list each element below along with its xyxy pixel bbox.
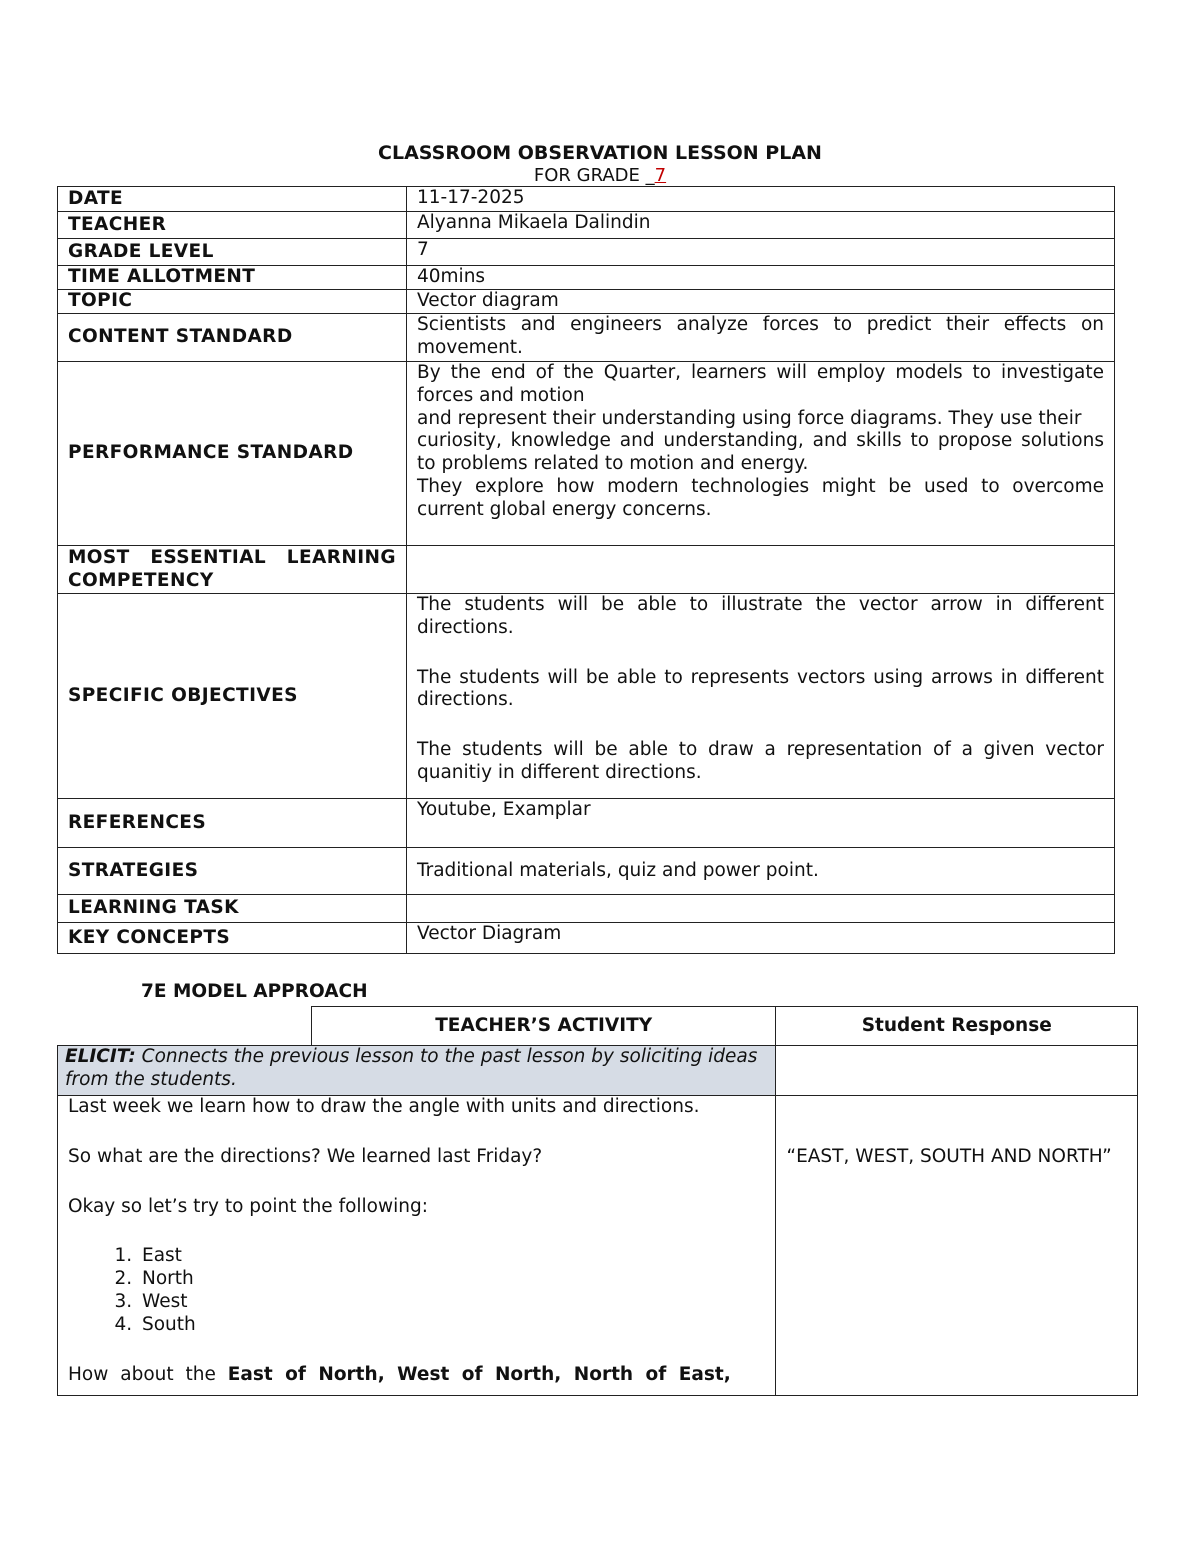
key-concepts-value: Vector Diagram [407, 923, 1115, 954]
performance-line-2: and represent their understanding using force diagrams. They use their [417, 407, 1082, 429]
student-response-cell [776, 1096, 1138, 1396]
direction-item: 4. South [138, 1314, 765, 1337]
model-header-blank [58, 1007, 312, 1046]
row-grade-level [58, 239, 1115, 266]
grade-level-value: 7 [407, 239, 1115, 266]
grade-number: 7 [654, 165, 667, 186]
direction-item: 1. East [138, 1245, 765, 1268]
student-response-header: Student Response [776, 1007, 1138, 1046]
date-label: DATE [58, 187, 407, 212]
page-subtitle [0, 165, 1200, 186]
teacher-label: TEACHER [58, 212, 407, 239]
page-title: CLASSROOM OBSERVATION LESSON PLAN [378, 142, 822, 164]
row-specific-objectives [58, 594, 1115, 799]
topic-label: TOPIC [58, 290, 407, 314]
performance-standard-value [407, 362, 1115, 546]
teacher-line-4-prefix: How about the [68, 1363, 228, 1385]
direction-item: 2. North [138, 1268, 765, 1291]
key-concepts-label: KEY CONCEPTS [58, 923, 407, 954]
directions-list [68, 1245, 765, 1336]
row-key-concepts [58, 923, 1115, 954]
elicit-cell [58, 1046, 776, 1096]
model-heading: 7E MODEL APPROACH [141, 981, 368, 1002]
date-value: 11-17-2025 [407, 187, 1115, 212]
row-references [58, 799, 1115, 848]
elicit-activity-row [58, 1096, 1138, 1396]
teacher-line-1: Last week we learn how to draw the angle with units and directions. [68, 1096, 700, 1117]
performance-line-3: curiosity, knowledge and understanding, and skills to propose solutions to problems related to motion and energy. [417, 430, 1104, 475]
specific-objectives-label: SPECIFIC OBJECTIVES [58, 594, 407, 799]
grade-level-label: GRADE LEVEL [58, 239, 407, 266]
specific-objectives-value [407, 594, 1115, 799]
lesson-info-table [57, 186, 1115, 954]
time-allotment-value: 40mins [407, 266, 1115, 290]
elicit-row [58, 1046, 1138, 1096]
learning-task-value [407, 895, 1115, 923]
elicit-text: Connects the previous lesson to the past lesson by soliciting ideas from the students. [65, 1046, 758, 1090]
teacher-line-4-bold: East of North, West of North, North of East, [227, 1363, 731, 1385]
row-performance-standard [58, 362, 1115, 546]
objective-2: The students will be able to represents vectors using arrows in different directions. [417, 666, 1104, 711]
strategies-value: Traditional materials, quiz and power point. [407, 848, 1115, 895]
seven-e-model-table [57, 1006, 1138, 1396]
row-strategies [58, 848, 1115, 895]
elicit-response-cell [776, 1046, 1138, 1096]
content-standard-value: Scientists and engineers analyze forces to predict their effects on movement. [407, 314, 1115, 362]
model-header-row [58, 1007, 1138, 1046]
references-label: REFERENCES [58, 799, 407, 848]
performance-line-4: They explore how modern technologies might be used to overcome current global energy concerns. [417, 475, 1104, 520]
melc-value [407, 546, 1115, 594]
row-time-allotment [58, 266, 1115, 290]
teacher-activity-cell [58, 1096, 776, 1396]
strategies-label: STRATEGIES [58, 848, 407, 895]
teacher-line-3: Okay so let’s try to point the following: [68, 1195, 428, 1217]
topic-value: Vector diagram [407, 290, 1115, 314]
performance-line-1: By the end of the Quarter, learners will employ models to investigate forces and motion [417, 362, 1104, 406]
row-date [58, 187, 1115, 212]
row-content-standard [58, 314, 1115, 362]
time-allotment-label: TIME ALLOTMENT [58, 266, 407, 290]
row-learning-task [58, 895, 1115, 923]
row-melc [58, 546, 1115, 594]
row-teacher [58, 212, 1115, 239]
student-response-text: “EAST, WEST, SOUTH AND NORTH” [786, 1146, 1112, 1167]
objective-1: The students will be able to illustrate the vector arrow in different directions. [417, 594, 1104, 638]
teacher-value: Alyanna Mikaela Dalindin [407, 212, 1115, 239]
teacher-line-4 [68, 1364, 765, 1387]
teacher-line-2: So what are the directions? We learned last Friday? [68, 1145, 543, 1167]
performance-standard-label: PERFORMANCE STANDARD [58, 362, 407, 546]
grade-prefix: FOR GRADE _ [533, 165, 655, 186]
content-standard-label: CONTENT STANDARD [58, 314, 407, 362]
objective-3: The students will be able to draw a representation of a given vector quanitiy in different directions. [417, 739, 1104, 783]
direction-item: 3. West [138, 1291, 765, 1314]
row-topic [58, 290, 1115, 314]
elicit-label: ELICIT: [65, 1046, 136, 1067]
melc-label: MOST ESSENTIAL LEARNING COMPETENCY [58, 546, 407, 594]
teacher-activity-header: TEACHER’S ACTIVITY [311, 1007, 776, 1046]
references-value: Youtube, Examplar [407, 799, 1115, 848]
learning-task-label: LEARNING TASK [58, 895, 407, 923]
